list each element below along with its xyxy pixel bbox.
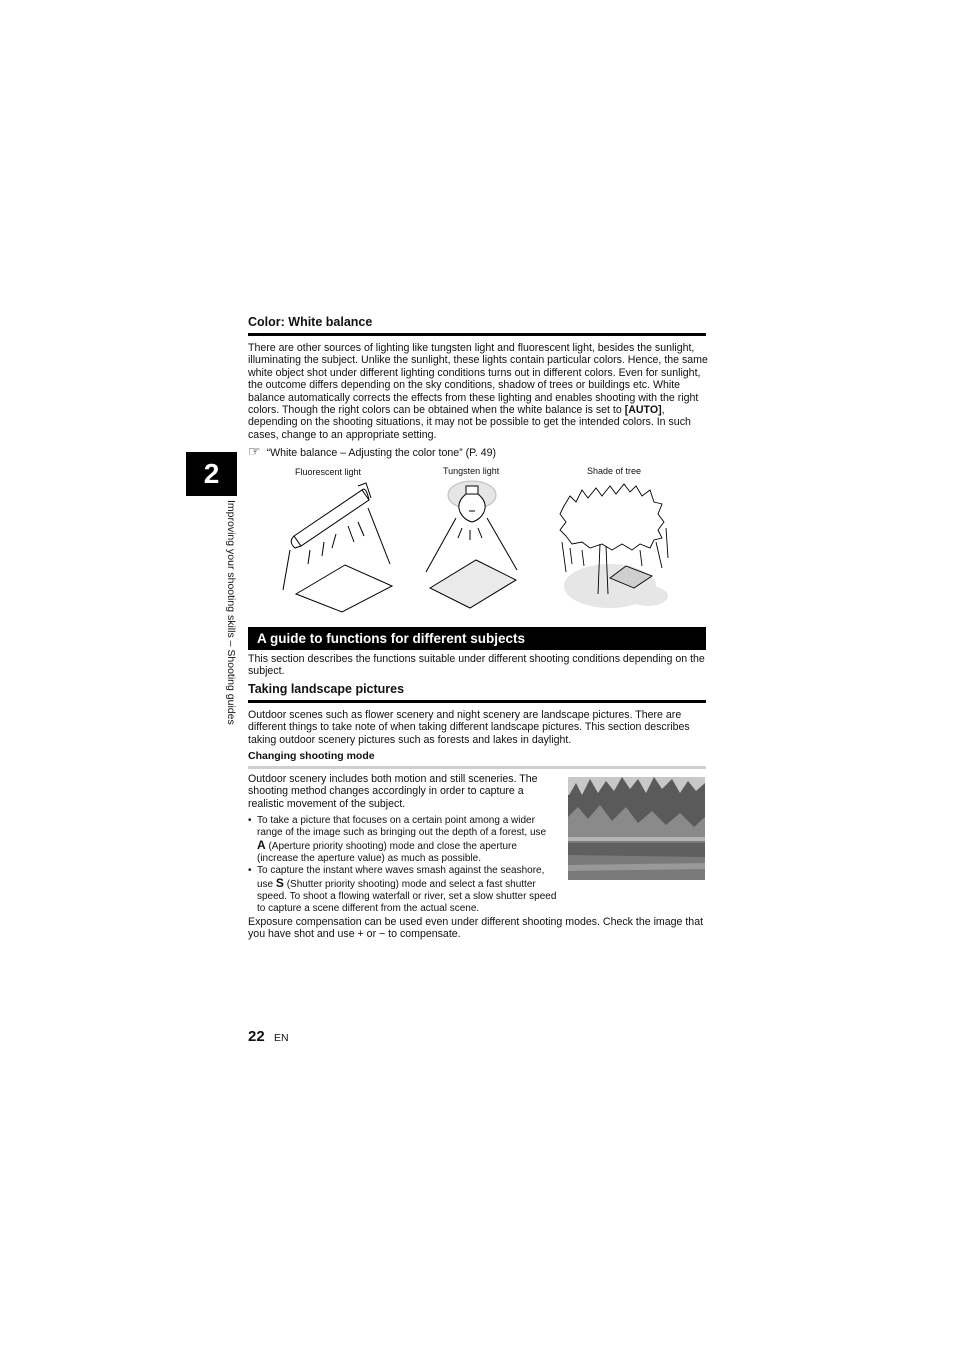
section-title-bar: A guide to functions for different subjects [248, 627, 706, 650]
chapter-number: 2 [203, 458, 220, 489]
bullet-shutter-text-b: (Shutter priority shooting) mode and select a fast shutter speed. To shoot a flowing waterfall or river, set a slow shutter speed to capture a scene different from the actual scene. [257, 879, 557, 914]
wb-text-2: , depending on the shooting situations, it may not be possible to get the intended colors. In such cases, change to an appropriate setting. [248, 404, 691, 441]
forest-lake-photo [568, 777, 705, 880]
tree-shade-icon [560, 484, 668, 608]
bullet-shutter [248, 865, 558, 915]
landscape-heading-rule [248, 700, 706, 703]
tungsten-bulb-icon [426, 481, 517, 608]
wb-heading: Color: White balance [248, 315, 373, 329]
aperture-mode-icon: A [257, 838, 266, 852]
changing-mode-heading: Changing shooting mode [248, 750, 375, 762]
wb-reference [248, 445, 496, 459]
label-tungsten: Tungsten light [443, 466, 500, 476]
fluorescent-light-icon [283, 483, 392, 612]
landscape-outro: Exposure compensation can be used even under different shooting modes. Check the image that you have shot and use + or − to compensate. [248, 916, 704, 941]
changing-mode-paragraph: Outdoor scenery includes both motion and still sceneries. The shooting method changes accordingly in order to capture a realistic movement of the subject. [248, 773, 538, 810]
wb-text-1: There are other sources of lighting like tungsten light and fluorescent light, besides the sunlight, illuminating the subject. Unlike the sunlight, these lights contain particular colors. Hence, the same white object shot under different lighting conditions turns out in different colors. Even for sunlight, the outcome differs depending on the sky conditions, shadow of trees or buildings etc. White balance automatically corrects the effects from these lighting and enables shooting with the right colors. Though the right colors can be obtained when the white balance is set to [248, 342, 708, 417]
wb-reference-text: “White balance – Adjusting the color tone” (P. 49) [266, 447, 497, 459]
changing-mode-rule [248, 766, 706, 769]
landscape-heading: Taking landscape pictures [248, 682, 405, 696]
wb-auto: [AUTO] [624, 404, 662, 417]
chapter-side-label: Improving your shooting skills – Shooting guides [225, 500, 237, 725]
language-code: EN [274, 1032, 289, 1044]
wb-paragraph [248, 342, 708, 441]
guide-intro: This section describes the functions suitable under different shooting conditions depending on the subject. [248, 653, 705, 678]
bullet-aperture-text-a: To take a picture that focuses on a certain point among a wider range of the image such as bringing out the depth of a forest, use [257, 815, 547, 838]
landscape-intro: Outdoor scenes such as flower scenery and night scenery are landscape pictures. There are different things to take note of when taking different landscape pictures. This section describes taking outdoor scenery pictures such as forests and lakes in daylight. [248, 709, 690, 746]
lighting-illustrations [270, 478, 700, 618]
bullet-shutter-text-a: To capture the instant where waves smash against the seashore, use [257, 865, 545, 890]
bullet-aperture [248, 815, 558, 865]
label-fluorescent: Fluorescent light [295, 467, 362, 477]
chapter-tab [186, 452, 237, 496]
page-number: 22 [248, 1028, 265, 1045]
wb-heading-rule [248, 333, 706, 336]
label-shade: Shade of tree [587, 466, 642, 476]
shutter-mode-icon: S [275, 876, 284, 890]
reference-hand-icon: ☞ [248, 443, 261, 459]
mode-bullets [248, 815, 558, 915]
bullet-aperture-text-b: (Aperture priority shooting) mode and close the aperture (increase the aperture value) as much as possible. [257, 841, 517, 864]
